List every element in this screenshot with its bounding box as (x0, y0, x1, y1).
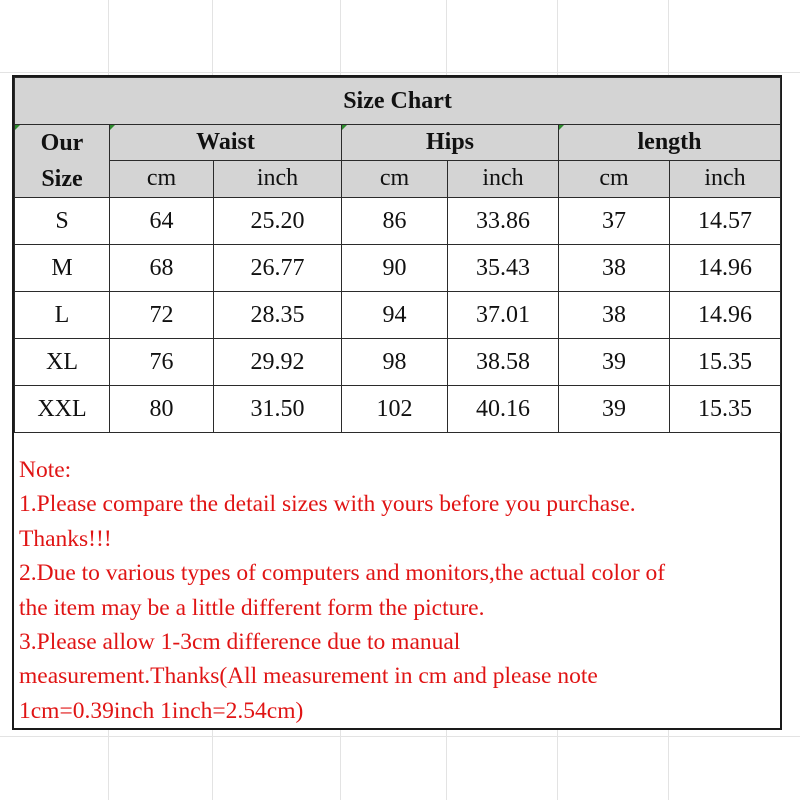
measurement-cell: 33.86 (448, 198, 559, 245)
note-line: 2.Due to various types of computers and monitors,the actual color of (19, 560, 666, 587)
measurement-cell: 15.35 (670, 386, 781, 433)
measurement-cell: 76 (110, 339, 214, 386)
unit-header-cell: cm (110, 160, 214, 197)
size-header-line2: Size (41, 166, 83, 192)
gridline (0, 72, 800, 73)
unit-header-cell: cm (342, 160, 448, 197)
measurement-cell: 38 (559, 245, 670, 292)
unit-header-cell: inch (214, 160, 342, 197)
note-line: 3.Please allow 1-3cm difference due to manual (19, 629, 461, 656)
comment-marker (559, 125, 564, 130)
size-label-cell: XXL (15, 386, 110, 433)
measurement-cell: 102 (342, 386, 448, 433)
table-row (15, 245, 781, 292)
measurement-cell: 90 (342, 245, 448, 292)
measurement-cell: 14.96 (670, 292, 781, 339)
table-row (15, 292, 781, 339)
note-line: Thanks!!! (19, 525, 112, 552)
measurement-cell: 64 (110, 198, 214, 245)
measurement-cell: 15.35 (670, 339, 781, 386)
size-column-header (15, 125, 110, 198)
table-title: Size Chart (15, 78, 781, 125)
size-table (14, 77, 781, 433)
table-row (15, 386, 781, 433)
hips-header-label: Hips (425, 128, 475, 155)
size-header-line1: Our (40, 130, 84, 156)
measurement-cell: 37.01 (448, 292, 559, 339)
measurement-cell: 39 (559, 339, 670, 386)
measurement-cell: 39 (559, 386, 670, 433)
notes-section (14, 433, 780, 728)
note-line: 1cm=0.39inch 1inch=2.54cm) (19, 697, 304, 724)
length-group-header (559, 125, 781, 161)
measurement-cell: 31.50 (214, 386, 342, 433)
measurement-cell: 98 (342, 339, 448, 386)
measurement-cell: 28.35 (214, 292, 342, 339)
table-row (15, 339, 781, 386)
measurement-cell: 14.96 (670, 245, 781, 292)
waist-header-label: Waist (196, 128, 255, 155)
measurement-cell: 80 (110, 386, 214, 433)
unit-header-cell: inch (670, 160, 781, 197)
comment-marker (110, 125, 115, 130)
notes-heading: Note: (19, 457, 72, 483)
waist-group-header (110, 125, 342, 161)
gridline (0, 736, 800, 737)
comment-marker (342, 125, 347, 130)
measurement-cell: 37 (559, 198, 670, 245)
note-line: 1.Please compare the detail sizes with yours before you purchase. (19, 491, 636, 518)
measurement-cell: 38 (559, 292, 670, 339)
measurement-cell: 14.57 (670, 198, 781, 245)
measurement-cell: 29.92 (214, 339, 342, 386)
unit-header-cell: inch (448, 160, 559, 197)
measurement-cell: 86 (342, 198, 448, 245)
size-label-cell: M (15, 245, 110, 292)
measurement-cell: 25.20 (214, 198, 342, 245)
measurement-cell: 94 (342, 292, 448, 339)
measurement-cell: 26.77 (214, 245, 342, 292)
measurement-cell: 35.43 (448, 245, 559, 292)
table-row (15, 198, 781, 245)
measurement-cell: 38.58 (448, 339, 559, 386)
hips-group-header (342, 125, 559, 161)
unit-header-cell: cm (559, 160, 670, 197)
size-chart (12, 75, 782, 730)
size-label-cell: L (15, 292, 110, 339)
comment-marker (15, 125, 20, 130)
size-label-cell: S (15, 198, 110, 245)
measurement-cell: 72 (110, 292, 214, 339)
measurement-cell: 40.16 (448, 386, 559, 433)
measurement-cell: 68 (110, 245, 214, 292)
length-header-label: length (637, 128, 702, 155)
note-line: the item may be a little different form the picture. (19, 594, 485, 621)
size-label-cell: XL (15, 339, 110, 386)
note-line: measurement.Thanks(All measurement in cm and please note (19, 663, 598, 690)
